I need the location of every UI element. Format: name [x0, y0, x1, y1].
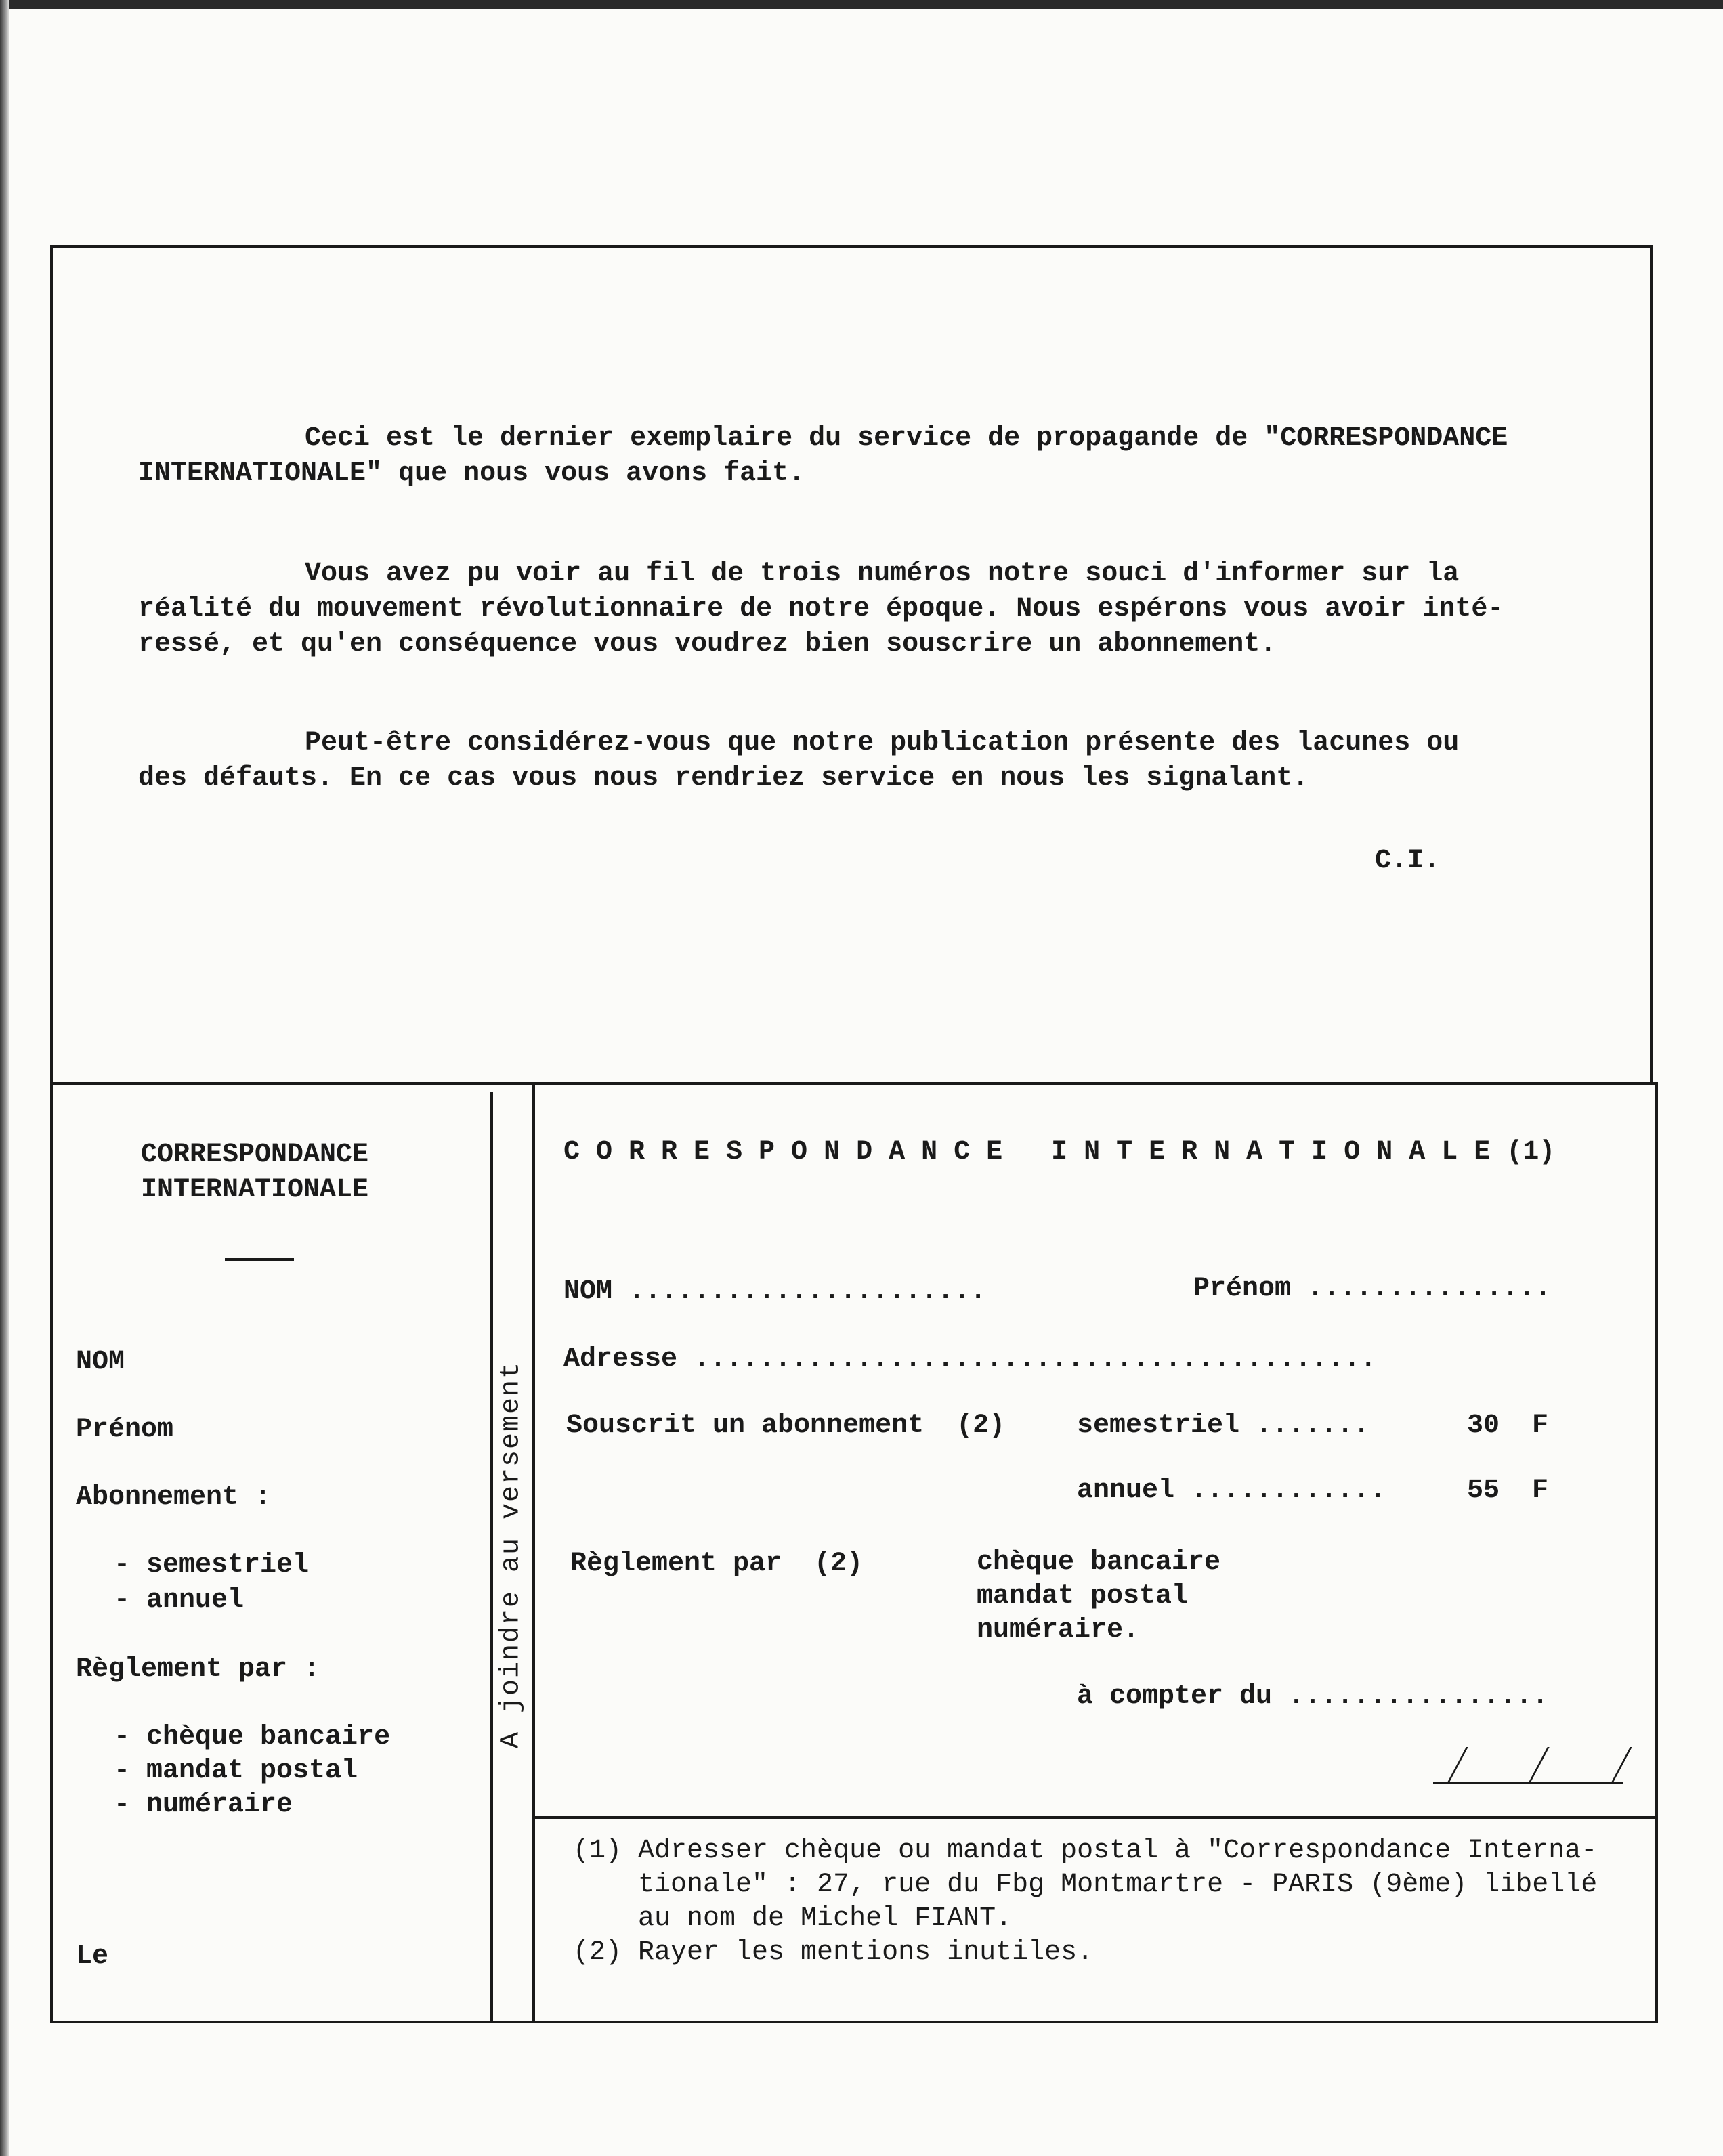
form-semestriel-price: 30 F — [1467, 1410, 1549, 1441]
note-1-line2: tionale" : 27, rue du Fbg Montmartre - PARIS (9ème) libellé — [573, 1870, 1598, 1900]
date-slash-2 — [1528, 1747, 1550, 1784]
form-annuel-price: 55 F — [1467, 1475, 1549, 1506]
stub-le-label: Le — [76, 1941, 109, 1972]
form-nom-field[interactable]: NOM ...................... — [563, 1276, 987, 1307]
date-entry-slot[interactable] — [1433, 1746, 1623, 1784]
form-adresse-field[interactable]: Adresse .......................................... — [563, 1344, 1377, 1375]
form-title: C O R R E S P O N D A N C E I N T E R N A T I O N A L E (1) — [563, 1137, 1556, 1167]
notes-divider — [532, 1816, 1657, 1819]
stub-annuel: - annuel — [114, 1585, 244, 1616]
note-1-line3: au nom de Michel FIANT. — [573, 1903, 1013, 1934]
letter-p1-line1: Ceci est le dernier exemplaire du service de propagande de "CORRESPONDANCE — [305, 423, 1508, 454]
form-annuel-option[interactable]: annuel ............ — [1077, 1475, 1386, 1506]
form-cheque-option[interactable]: chèque bancaire — [977, 1547, 1221, 1578]
page-top-edge — [0, 0, 1723, 9]
divider-label-strip — [490, 1092, 532, 2018]
form-souscrit-label: Souscrit un abonnement (2) — [566, 1410, 1006, 1441]
letter-signature: C.I. — [1375, 846, 1441, 876]
note-2: (2) Rayer les mentions inutiles. — [573, 1937, 1094, 1968]
stub-title-line2: INTERNATIONALE — [141, 1175, 369, 1205]
stub-abonnement-label: Abonnement : — [76, 1482, 272, 1513]
stub-title-line1: CORRESPONDANCE — [141, 1140, 369, 1170]
letter-p2-line1: Vous avez pu voir au fil de trois numéros notre souci d'informer sur la — [305, 559, 1460, 589]
letter-p3-line1: Peut-être considérez-vous que notre publication présente des lacunes ou — [305, 728, 1460, 758]
form-numeraire-option[interactable]: numéraire. — [977, 1615, 1140, 1645]
stub-prenom-label: Prénom — [76, 1415, 174, 1445]
stub-mandat: - mandat postal — [114, 1756, 358, 1786]
form-semestriel-option[interactable]: semestriel ....... — [1077, 1410, 1370, 1441]
note-1-line1: (1) Adresser chèque ou mandat postal à "Correspondance Interna- — [573, 1836, 1598, 1866]
page-left-edge — [0, 0, 9, 2156]
form-reglement-label: Règlement par (2) — [570, 1549, 864, 1579]
letter-p2-line2: réalité du mouvement révolutionnaire de notre époque. Nous espérons vous avoir inté- — [138, 594, 1504, 624]
letter-p3-line2: des défauts. En ce cas vous nous rendriez service en nous les signalant. — [138, 763, 1309, 794]
form-prenom-field[interactable]: Prénom ............... — [1193, 1274, 1552, 1304]
divider-label: A joindre au versement — [496, 1360, 527, 1749]
letter-box — [50, 245, 1653, 1085]
letter-p2-line3: ressé, et qu'en conséquence vous voudrez bien souscrire un abonnement. — [138, 629, 1277, 660]
form-mandat-option[interactable]: mandat postal — [977, 1581, 1189, 1612]
stub-divider-right — [532, 1083, 535, 2022]
date-slash-1 — [1447, 1747, 1468, 1784]
form-a-compter-field[interactable]: à compter du ................ — [1077, 1681, 1549, 1712]
letter-p1-line2: INTERNATIONALE" que nous vous avons fait. — [138, 458, 805, 489]
stub-reglement-label: Règlement par : — [76, 1654, 320, 1685]
stub-nom-label: NOM — [76, 1347, 125, 1377]
stub-semestriel: - semestriel — [114, 1550, 310, 1580]
stub-cheque: - chèque bancaire — [114, 1722, 391, 1752]
stub-numeraire: - numéraire — [114, 1790, 293, 1820]
stub-title-rule — [225, 1258, 294, 1261]
